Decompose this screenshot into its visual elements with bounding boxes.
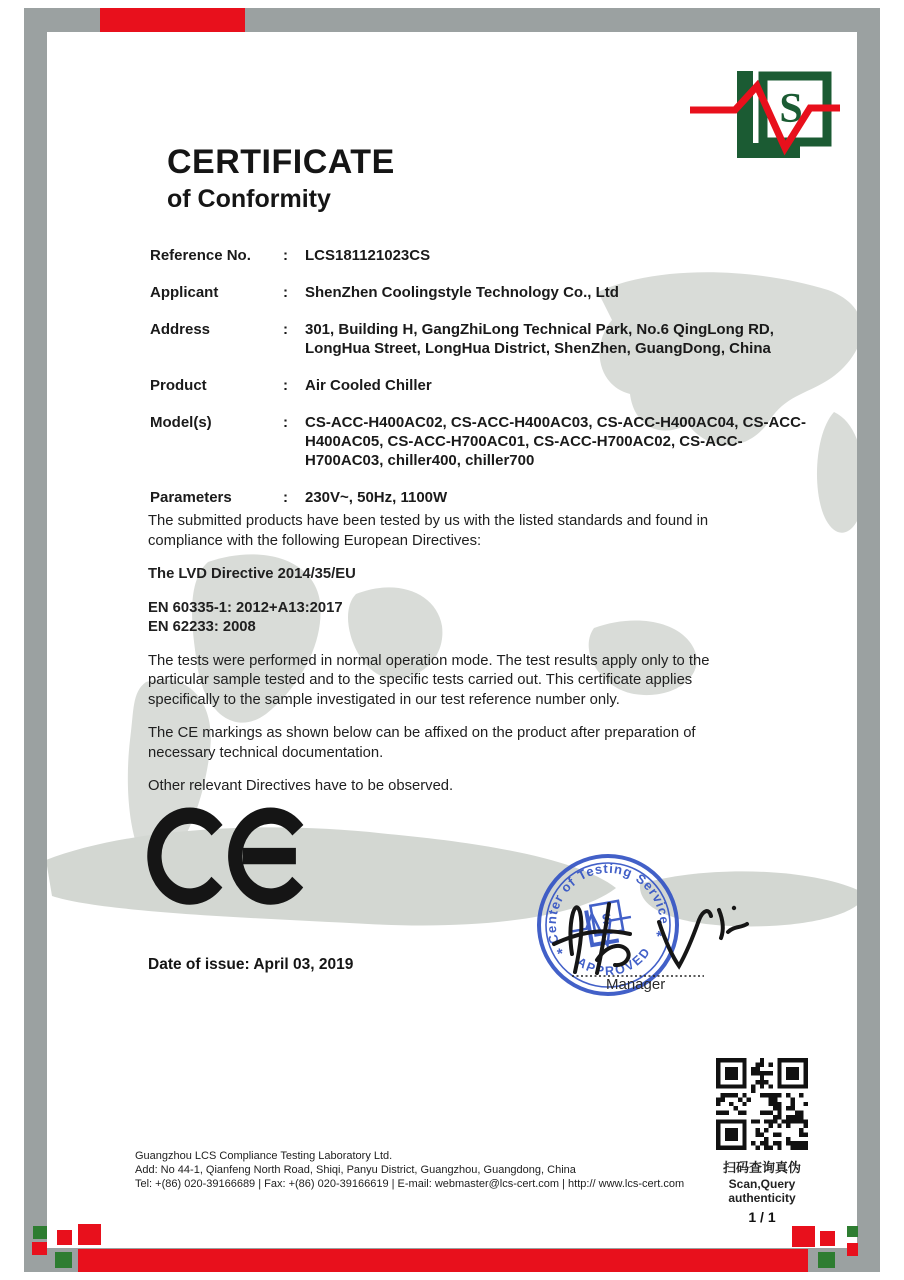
field-value: CS-ACC-H400AC02, CS-ACC-H400AC03, CS-ACC-H400AC04, CS-ACC-H400AC05, CS-ACC-H700AC01, CS-ACC-H700AC02, CS-ACC-H700AC03, chiller400, chiller700 [305,414,806,469]
qr-block [700,1058,824,1225]
page-border-left [24,8,47,1272]
paragraph-other: Other relevant Directives have to be observed. [148,778,454,794]
field-label: Parameters [150,489,232,506]
standard-line: EN 62233: 2008 [148,619,256,635]
certificate-body [148,512,748,811]
field-colon: : [283,489,288,506]
field-colon: : [283,247,288,264]
qr-caption-en: Scan,Query authenticity [728,1177,796,1205]
decor-square [792,1226,815,1247]
stamp-star-left: * [555,945,565,964]
decor-square [33,1226,47,1239]
field-label: Product [150,377,207,394]
decor-square [847,1226,858,1237]
paragraph-tests: The tests were performed in normal operation mode. The test results apply only to the particular sample tested and to the specific tests carried out. This certificate applies specifically to the sample investigated in our test reference number only. [148,652,710,708]
decor-square [32,1242,47,1255]
lcs-logo [690,58,875,178]
ce-letter-c [146,806,240,910]
stamp-bottom-text: APPROVED [574,944,654,979]
field-value: Air Cooled Chiller [305,377,432,394]
stamp-logo-s: S [600,910,614,929]
stamp-star-right: * [655,927,665,946]
field-colon: : [283,321,288,338]
top-red-accent [100,8,245,32]
qr-caption-zh: 扫码查询真伪 [722,1160,801,1175]
paragraph-ce-note: The CE markings as shown below can be affixed on the product after preparation of necessary technical documentation. [148,725,696,761]
field-label: Address [150,321,211,338]
field-value: ShenZhen Coolingstyle Technology Co., Ltd [305,284,619,301]
field-value: 301, Building H, GangZhiLong Technical Park, No.6 QingLong RD, LongHua Street, LongHua District, ShenZhen, GuangDong, China [305,321,774,357]
qr-code [716,1058,808,1150]
stamp-top-text: Center of Testing Service [543,860,673,946]
standard-line: EN 60335-1: 2012+A13:2017 [148,599,343,616]
decor-square [57,1230,72,1245]
decor-square [847,1243,858,1256]
field-colon: : [283,284,288,301]
page-number: 1 / 1 [748,1209,776,1225]
decor-square [55,1252,72,1268]
paragraph-intro: The submitted products have been tested by us with the listed standards and found in compliance with the following European Directives: [148,513,709,549]
page-border-right [857,8,880,1272]
bottom-red-strip [78,1249,808,1272]
field-label: Reference No. [150,247,251,264]
logo-s-letter: S [779,86,803,132]
paragraph-standards [148,599,748,638]
title-block [167,143,395,214]
date-of-issue: Date of issue: April 03, 2019 [148,956,354,973]
certificate-fields [150,246,810,507]
ce-mark [146,806,306,910]
paragraph-directive: The LVD Directive 2014/35/EU [148,566,356,582]
field-colon: : [283,414,288,431]
manager-label: Manager [606,976,666,993]
footer [135,1150,684,1191]
certificate-subtitle: of Conformity [167,185,331,213]
signature [542,880,757,985]
decor-square [78,1224,101,1245]
field-colon: : [283,377,288,394]
field-label: Model(s) [150,414,212,431]
decor-square [818,1252,835,1268]
footer-address: Add: No 44-1, Qianfeng North Road, Shiqi, Panyu District, Guangzhou, Guangdong, China [135,1163,576,1176]
field-value: LCS181121023CS [305,247,431,264]
footer-company: Guangzhou LCS Compliance Testing Laboratory Ltd. [135,1150,393,1162]
footer-contact: Tel: +(86) 020-39166689 | Fax: +(86) 020-39166619 | E-mail: webmaster@lcs-cert.com | http:// www.lcs-cert.com [135,1177,685,1190]
field-value: 230V~, 50Hz, 1100W [305,489,448,506]
field-label: Applicant [150,284,219,301]
decor-square [820,1231,835,1246]
certificate-title: CERTIFICATE [167,143,395,181]
